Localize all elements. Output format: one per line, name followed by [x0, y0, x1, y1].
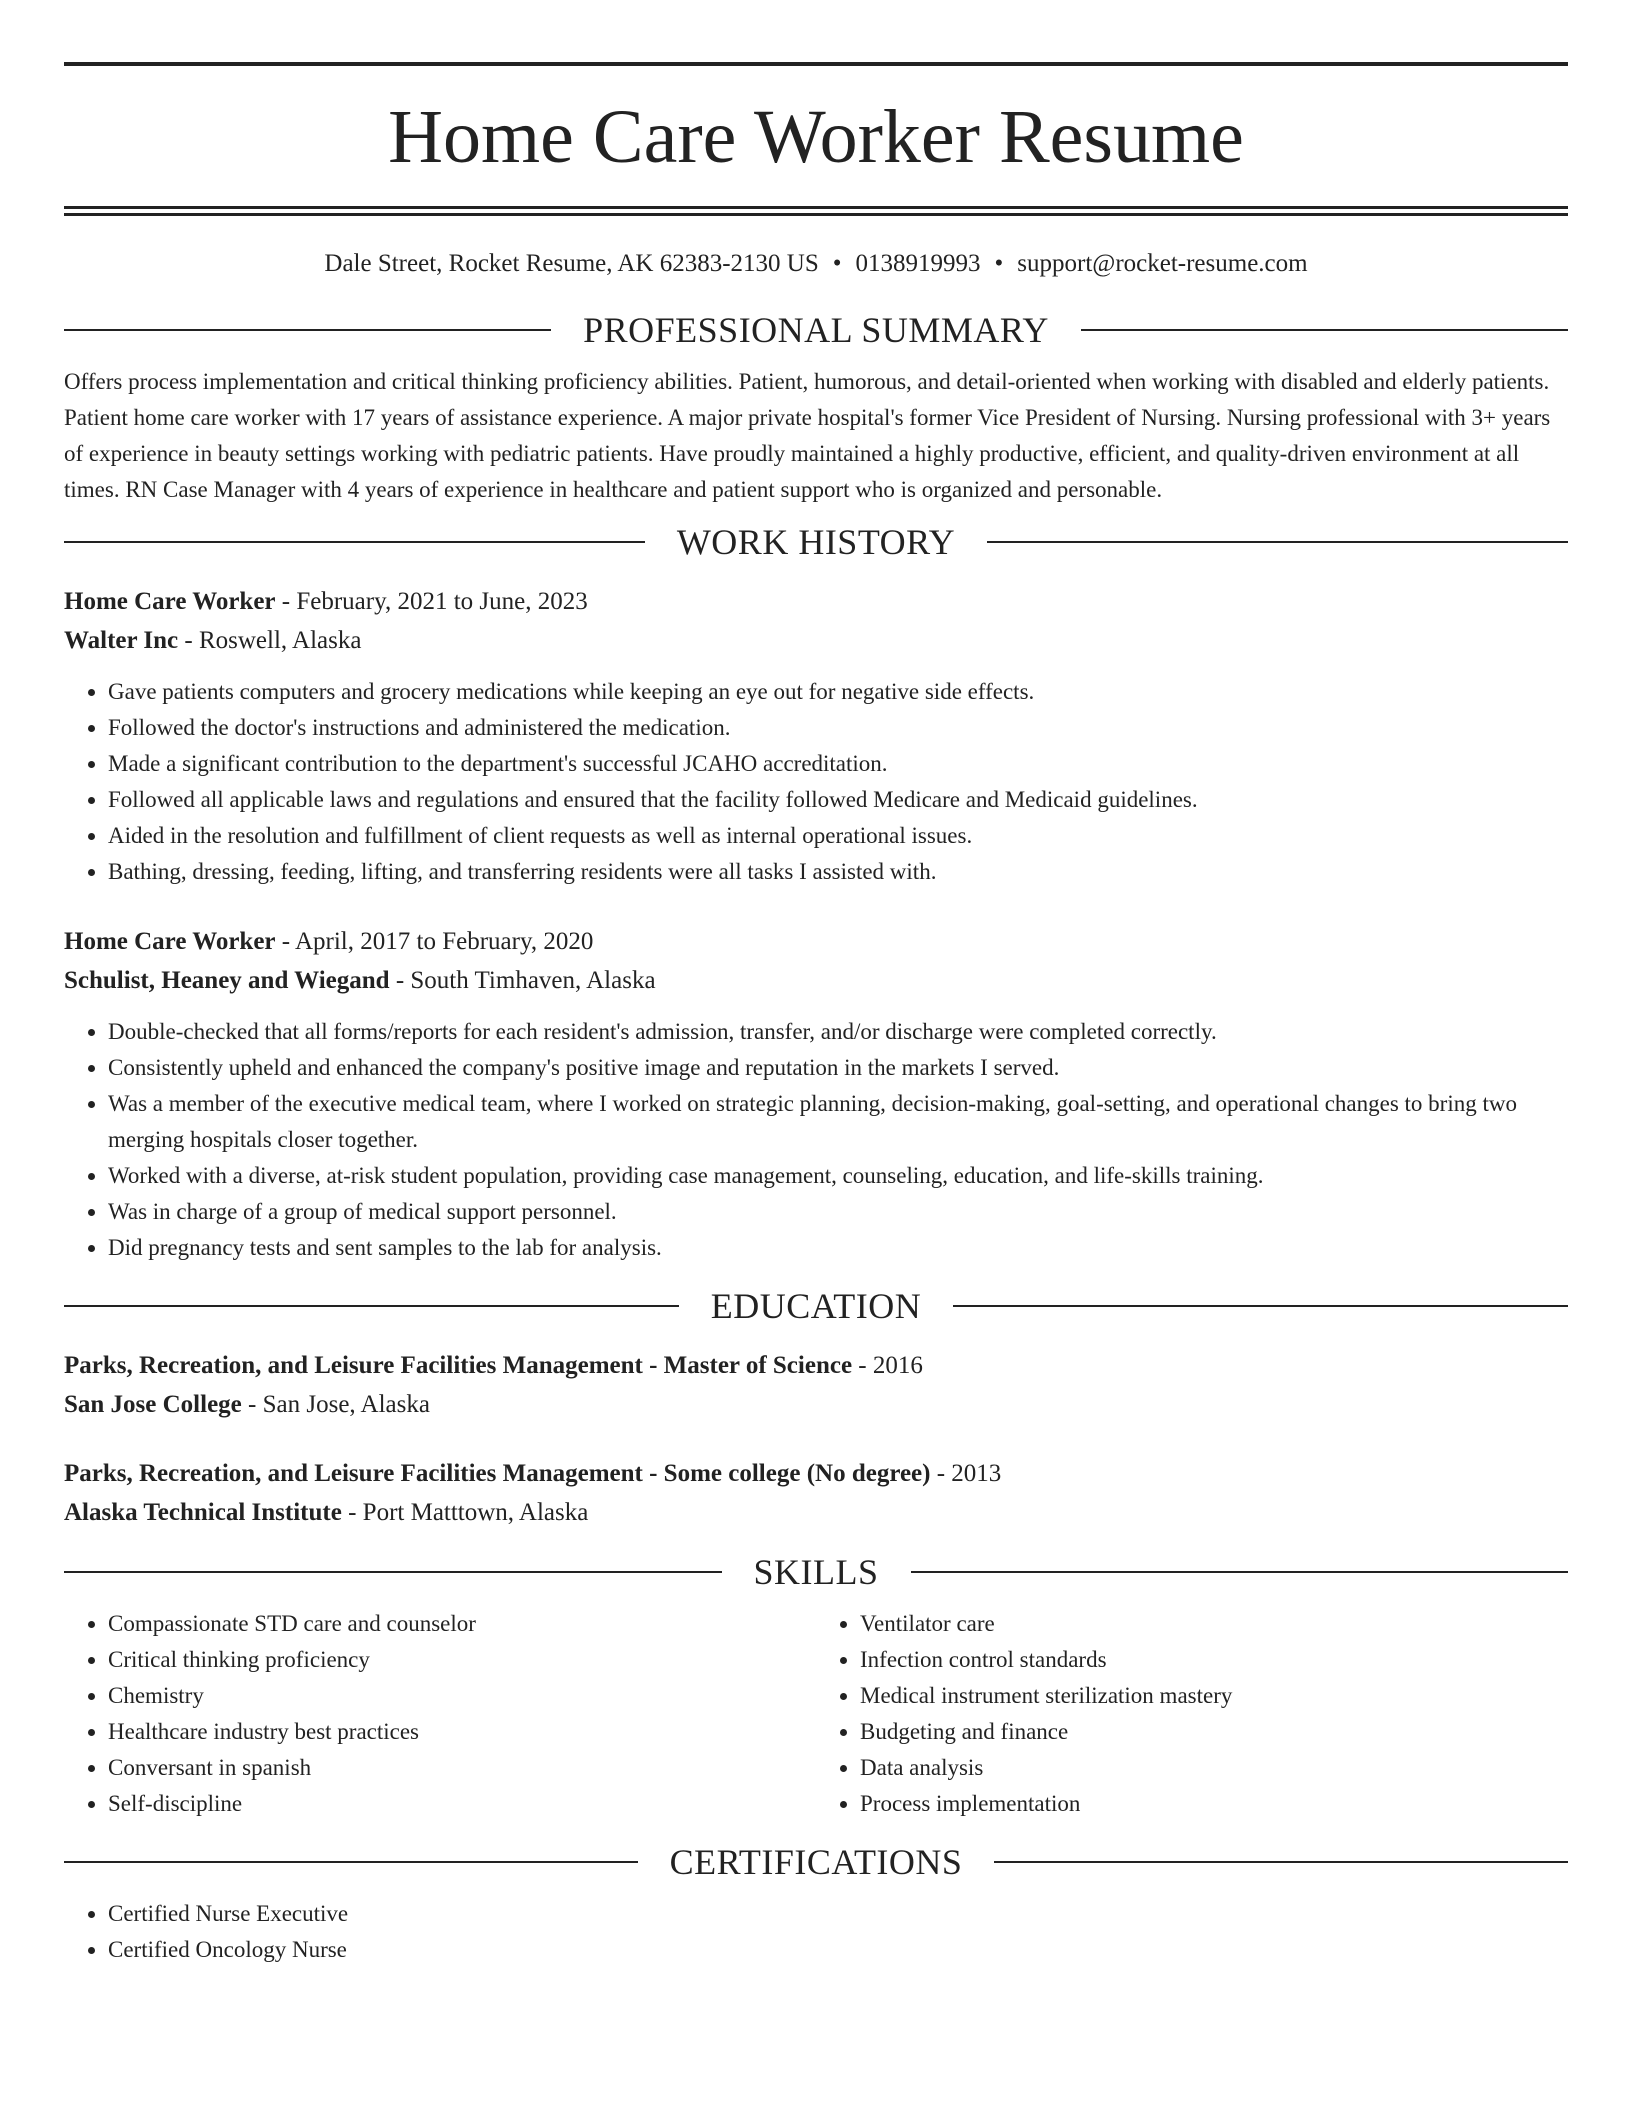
- list-item: • Certified Oncology Nurse: [108, 1932, 1568, 1968]
- education-entry: [64, 1346, 1568, 1424]
- list-item: • Worked with a diverse, at-risk student population, providing case management, counseling, education, and life-skills training.: [108, 1158, 1568, 1194]
- job-dates: - February, 2021 to June, 2023: [275, 588, 588, 615]
- list-item: • Critical thinking proficiency: [108, 1642, 816, 1678]
- education-entry: [64, 1454, 1568, 1532]
- list-item: • Compassionate STD care and counselor: [108, 1606, 816, 1642]
- list-item: • Infection control standards: [860, 1642, 1568, 1678]
- education-year: - 2016: [852, 1352, 923, 1379]
- list-item: • Followed all applicable laws and regulations and ensured that the facility followed Medicare and Medicaid guidelines.: [108, 782, 1568, 818]
- education-school: San Jose College: [64, 1391, 242, 1418]
- job-company: Schulist, Heaney and Wiegand: [64, 967, 390, 994]
- section-title: PROFESSIONAL SUMMARY: [583, 310, 1049, 350]
- list-item: • Ventilator care: [860, 1606, 1568, 1642]
- top-rule: [64, 62, 1568, 66]
- certifications-list: [64, 1896, 1568, 1968]
- education-location: - Port Matttown, Alaska: [341, 1499, 589, 1526]
- spacer: [64, 1532, 1568, 1550]
- section-header-skills: [64, 1550, 1568, 1594]
- divider-line: [64, 1571, 722, 1573]
- list-item: • Certified Nurse Executive: [108, 1896, 1568, 1932]
- list-item: • Process implementation: [860, 1786, 1568, 1822]
- divider-line: [64, 541, 645, 543]
- contact-line: [64, 250, 1568, 278]
- list-item: • Gave patients computers and grocery medications while keeping an eye out for negative side effects.: [108, 674, 1568, 710]
- divider-line: [64, 1861, 638, 1863]
- list-item: • Was in charge of a group of medical support personnel.: [108, 1194, 1568, 1230]
- resume-title: Home Care Worker Resume: [388, 95, 1244, 179]
- job-title-row: [64, 582, 1568, 621]
- list-item: • Aided in the resolution and fulfillment of client requests as well as internal operational issues.: [108, 818, 1568, 854]
- resume-page: [64, 0, 1568, 1968]
- education-location: - San Jose, Alaska: [241, 1391, 430, 1418]
- divider-line: [64, 329, 551, 331]
- job-company-row: [64, 621, 1568, 660]
- spacer: [64, 1266, 1568, 1284]
- section-header-certifications: [64, 1840, 1568, 1884]
- education-degree: Parks, Recreation, and Leisure Facilities Management - Some college (No degree): [64, 1460, 931, 1487]
- job-bullets: [64, 674, 1568, 890]
- contact-phone: 0138919993: [855, 250, 981, 277]
- list-item: • Conversant in spanish: [108, 1750, 816, 1786]
- section-title: CERTIFICATIONS: [669, 1842, 963, 1882]
- list-item: • Chemistry: [108, 1678, 816, 1714]
- job-bullets: [64, 1014, 1568, 1266]
- skills-columns: [64, 1606, 1568, 1822]
- education-degree: Parks, Recreation, and Leisure Facilities Management - Master of Science: [64, 1352, 853, 1379]
- divider-line: [987, 541, 1568, 543]
- section-header-education: [64, 1284, 1568, 1328]
- education-degree-row: [64, 1346, 1568, 1385]
- contact-separator: •: [832, 250, 842, 277]
- contact-separator: •: [994, 250, 1004, 277]
- section-header-summary: [64, 308, 1568, 352]
- section-title: SKILLS: [753, 1552, 879, 1592]
- education-school: Alaska Technical Institute: [64, 1499, 342, 1526]
- education-school-row: [64, 1493, 1568, 1532]
- divider-line: [911, 1571, 1569, 1573]
- list-item: • Self-discipline: [108, 1786, 816, 1822]
- skills-list-left: [64, 1606, 816, 1822]
- spacer: [64, 1822, 1568, 1840]
- list-item: • Made a significant contribution to the department's successful JCAHO accreditation.: [108, 746, 1568, 782]
- list-item: • Bathing, dressing, feeding, lifting, and transferring residents were all tasks I assisted with.: [108, 854, 1568, 890]
- list-item: • Data analysis: [860, 1750, 1568, 1786]
- divider-line: [953, 1305, 1568, 1307]
- job-title: Home Care Worker: [64, 928, 276, 955]
- list-item: • Double-checked that all forms/reports for each resident's admission, transfer, and/or discharge were completed correctly.: [108, 1014, 1568, 1050]
- contact-address: Dale Street, Rocket Resume, AK 62383-2130 US: [324, 250, 819, 277]
- section-title: EDUCATION: [710, 1286, 922, 1326]
- list-item: • Followed the doctor's instructions and administered the medication.: [108, 710, 1568, 746]
- list-item: • Did pregnancy tests and sent samples to the lab for analysis.: [108, 1230, 1568, 1266]
- title-double-rule: [64, 206, 1568, 216]
- education-degree-row: [64, 1454, 1568, 1493]
- section-header-work-history: [64, 520, 1568, 564]
- list-item: • Consistently upheld and enhanced the company's positive image and reputation in the markets I served.: [108, 1050, 1568, 1086]
- list-item: • Was a member of the executive medical team, where I worked on strategic planning, decision-making, goal-setting, and operational changes to bring two merging hospitals closer together.: [108, 1086, 1568, 1158]
- job-dates: - April, 2017 to February, 2020: [275, 928, 594, 955]
- job-entry: [64, 922, 1568, 1266]
- section-title: WORK HISTORY: [676, 522, 956, 562]
- contact-email: support@rocket-resume.com: [1017, 250, 1308, 277]
- job-title: Home Care Worker: [64, 588, 276, 615]
- summary-text: Offers process implementation and critical thinking proficiency abilities. Patient, humorous, and detail-oriented when working with disabled and elderly patients. Patient home care worker with 17 years of assistance experience. A major private hospital's former Vice President of Nursing. Nursing professional with 3+ years of experience in beauty settings working with pediatric patients. Have proudly maintained a highly productive, efficient, and quality-driven environment at all times. RN Case Manager with 4 years of experience in healthcare and patient support who is organized and personable.: [64, 369, 1551, 502]
- list-item: • Healthcare industry best practices: [108, 1714, 816, 1750]
- job-company: Walter Inc: [64, 627, 179, 654]
- job-title-row: [64, 922, 1568, 961]
- divider-line: [1081, 329, 1568, 331]
- education-school-row: [64, 1385, 1568, 1424]
- job-entry: [64, 582, 1568, 890]
- list-item: • Budgeting and finance: [860, 1714, 1568, 1750]
- job-location: - Roswell, Alaska: [178, 627, 362, 654]
- divider-line: [64, 1305, 679, 1307]
- education-year: - 2013: [930, 1460, 1002, 1487]
- job-location: - South Timhaven, Alaska: [389, 967, 656, 994]
- skills-list-right: [816, 1606, 1568, 1822]
- divider-line: [994, 1861, 1568, 1863]
- job-company-row: [64, 961, 1568, 1000]
- list-item: • Medical instrument sterilization mastery: [860, 1678, 1568, 1714]
